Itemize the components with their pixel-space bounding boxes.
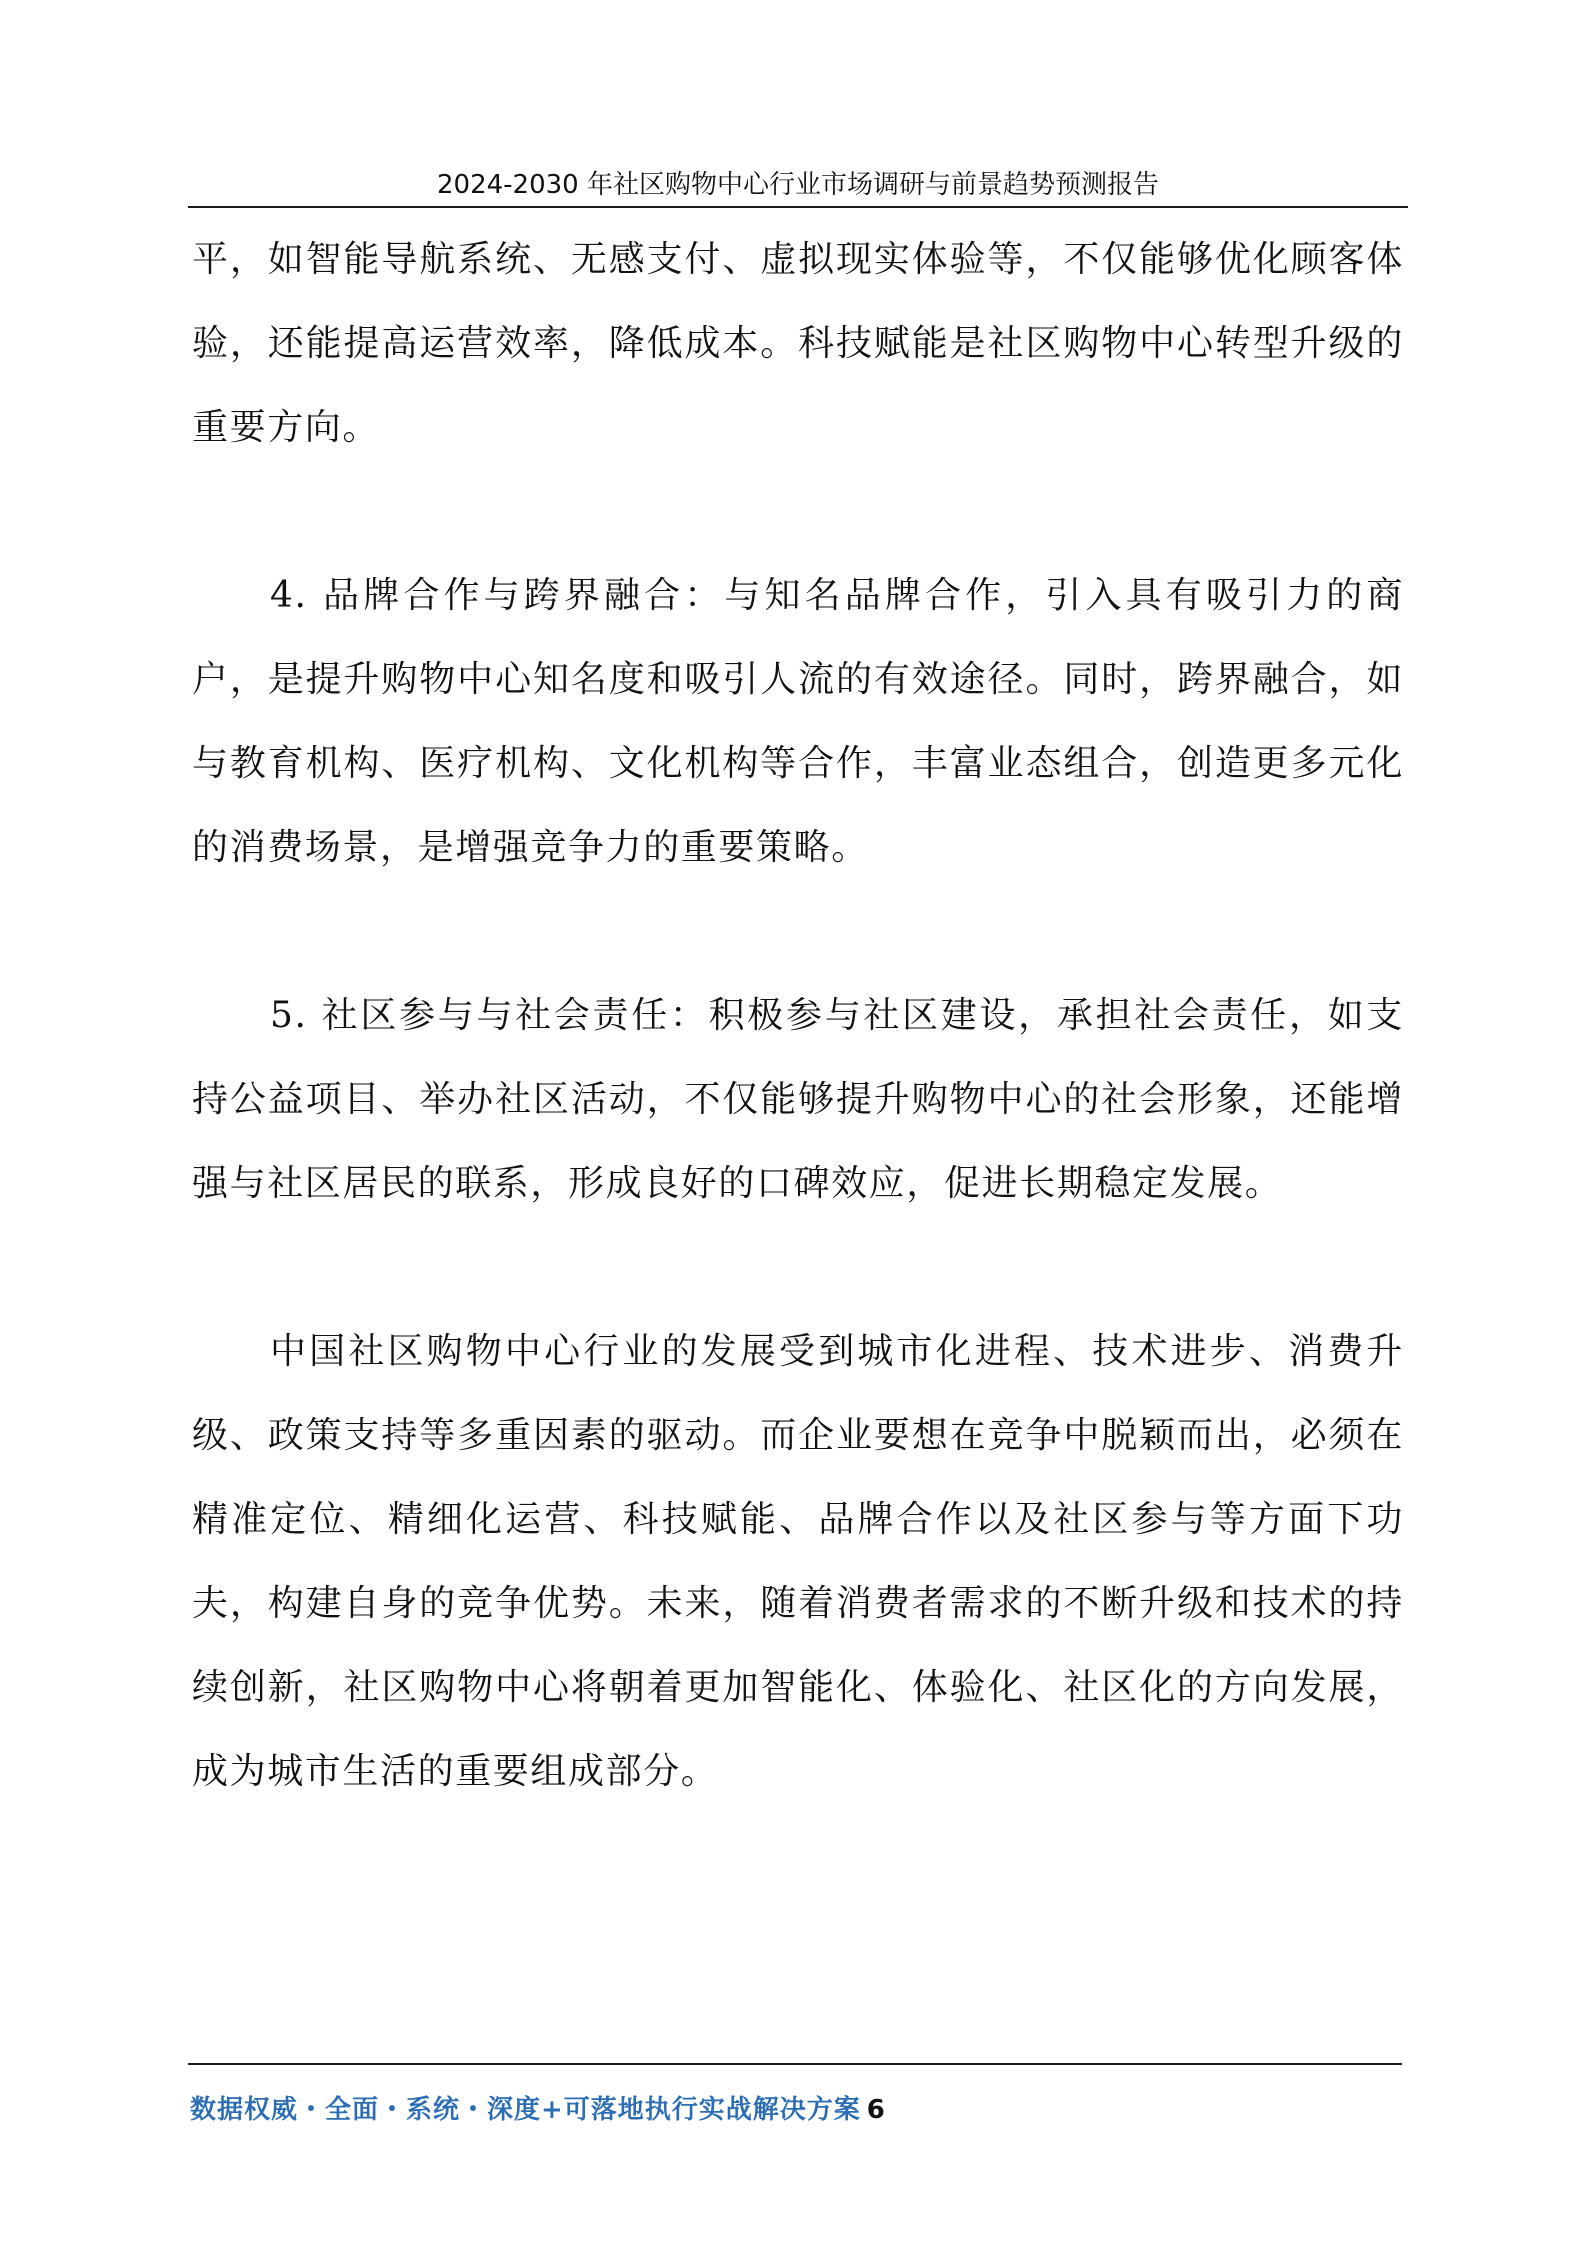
paragraph-spacer <box>192 1226 1404 1310</box>
paragraph-spacer <box>192 470 1404 554</box>
paragraph-conclusion: 中国社区购物中心行业的发展受到城市化进程、技术进步、消费升级、政策支持等多重因素的驱动。而企业要想在竞争中脱颖而出，必须在精准定位、精细化运营、科技赋能、品牌合作以及社区参与等方面下功夫，构建自身的竞争优势。未来，随着消费者需求的不断升级和技术的持续创新，社区购物中心将朝着更加智能化、体验化、社区化的方向发展，成为城市生活的重要组成部分。 <box>192 1331 1404 1792</box>
page-header <box>188 160 1408 208</box>
paragraph-spacer <box>192 890 1404 974</box>
body-content <box>192 218 1404 1814</box>
paragraph-brand-cooperation: 4. 品牌合作与跨界融合：与知名品牌合作，引入具有吸引力的商户，是提升购物中心知名度和吸引人流的有效途径。同时，跨界融合，如与教育机构、医疗机构、文化机构等合作，丰富业态组合，创造更多元化的消费场景，是增强竞争力的重要策略。 <box>192 575 1404 868</box>
footer-line <box>190 2089 886 2126</box>
page-number: 6 <box>866 2095 886 2125</box>
paragraph-community-participation: 5. 社区参与与社会责任：积极参与社区建设，承担社会责任，如支持公益项目、举办社区活动，不仅能够提升购物中心的社会形象，还能增强与社区居民的联系，形成良好的口碑效应，促进长期稳定发展。 <box>192 995 1404 1204</box>
page-footer <box>188 2063 1402 2125</box>
paragraph-continuation: 平，如智能导航系统、无感支付、虚拟现实体验等，不仅能够优化顾客体验，还能提高运营效率，降低成本。科技赋能是社区购物中心转型升级的重要方向。 <box>192 239 1404 448</box>
report-title: 2024-2030 年社区购物中心行业市场调研与前景趋势预测报告 <box>437 170 1159 200</box>
footer-tagline: 数据权威・全面・系统・深度+可落地执行实战解决方案 <box>190 2095 861 2125</box>
